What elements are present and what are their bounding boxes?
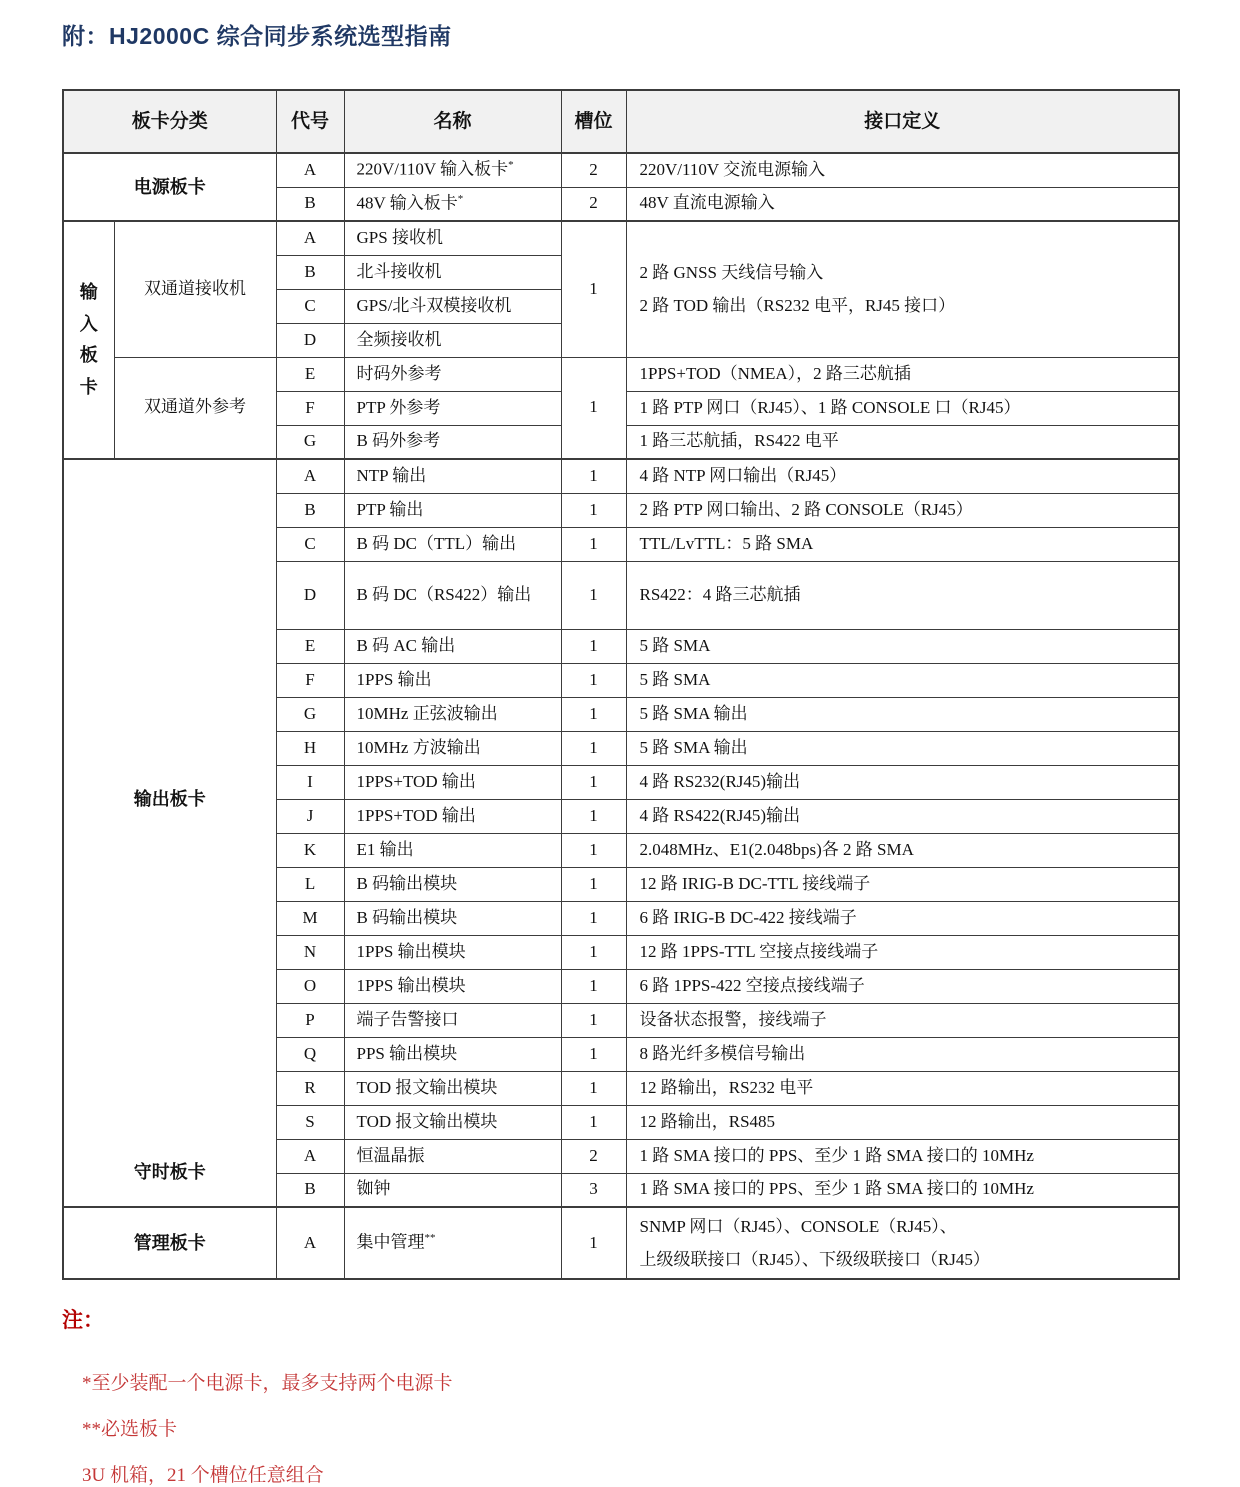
code-cell: M bbox=[276, 901, 344, 935]
slot-cell: 1 bbox=[561, 527, 626, 561]
interface-cell: 5 路 SMA 输出 bbox=[626, 731, 1179, 765]
code-cell: E bbox=[276, 629, 344, 663]
code-cell: R bbox=[276, 1071, 344, 1105]
slot-cell: 1 bbox=[561, 561, 626, 629]
interface-cell: TTL/LvTTL：5 路 SMA bbox=[626, 527, 1179, 561]
slot-cell: 1 bbox=[561, 1207, 626, 1279]
slot-cell: 1 bbox=[561, 357, 626, 459]
slot-cell: 1 bbox=[561, 731, 626, 765]
interface-cell bbox=[626, 1207, 1179, 1279]
slot-cell: 1 bbox=[561, 221, 626, 357]
notes-label: 注： bbox=[62, 1309, 104, 1333]
code-cell: O bbox=[276, 969, 344, 1003]
slot-cell: 1 bbox=[561, 1037, 626, 1071]
name-cell: TOD 报文输出模块 bbox=[344, 1071, 561, 1105]
note-line: *至少装配一个电源卡，最多支持两个电源卡 bbox=[82, 1373, 453, 1395]
name-cell: 1PPS 输出 bbox=[344, 663, 561, 697]
slot-cell: 1 bbox=[561, 969, 626, 1003]
slot-cell: 1 bbox=[561, 799, 626, 833]
slot-cell: 1 bbox=[561, 765, 626, 799]
code-cell: K bbox=[276, 833, 344, 867]
slot-cell: 1 bbox=[561, 1105, 626, 1139]
slot-cell: 1 bbox=[561, 459, 626, 493]
interface-cell: 8 路光纤多模信号输出 bbox=[626, 1037, 1179, 1071]
page-title: 附：HJ2000C 综合同步系统选型指南 bbox=[62, 23, 452, 49]
name-cell: GPS 接收机 bbox=[344, 221, 561, 255]
name-cell: TOD 报文输出模块 bbox=[344, 1105, 561, 1139]
interface-cell: 1 路 SMA 接口的 PPS、至少 1 路 SMA 接口的 10MHz bbox=[626, 1139, 1179, 1173]
selection-guide-table bbox=[62, 89, 1180, 1280]
name-cell: 1PPS 输出模块 bbox=[344, 935, 561, 969]
category-label-output: 输出板卡 bbox=[133, 788, 206, 809]
slot-cell: 2 bbox=[561, 153, 626, 187]
name-cell: 48V 输入板卡* bbox=[344, 187, 561, 221]
interface-cell: 5 路 SMA bbox=[626, 629, 1179, 663]
name-cell: 端子告警接口 bbox=[344, 1003, 561, 1037]
code-cell: G bbox=[276, 697, 344, 731]
interface-cell: 6 路 1PPS-422 空接点接线端子 bbox=[626, 969, 1179, 1003]
slot-cell: 1 bbox=[561, 1003, 626, 1037]
interface-cell: 4 路 RS232(RJ45)输出 bbox=[626, 765, 1179, 799]
name-cell: 全频接收机 bbox=[344, 323, 561, 357]
name-cell: PPS 输出模块 bbox=[344, 1037, 561, 1071]
slot-cell: 1 bbox=[561, 663, 626, 697]
category-label-timekeeping: 守时板卡 bbox=[133, 1161, 206, 1182]
table-row bbox=[63, 1207, 1179, 1279]
code-cell: F bbox=[276, 391, 344, 425]
code-cell: I bbox=[276, 765, 344, 799]
code-cell: Q bbox=[276, 1037, 344, 1071]
code-cell: E bbox=[276, 357, 344, 391]
name-cell: B 码输出模块 bbox=[344, 867, 561, 901]
name-cell: B 码输出模块 bbox=[344, 901, 561, 935]
category-label-input: 输入板卡 bbox=[79, 282, 98, 397]
interface-cell: 12 路输出，RS232 电平 bbox=[626, 1071, 1179, 1105]
col-header-slot: 槽位 bbox=[561, 90, 626, 153]
interface-cell: 1 路 PTP 网口（RJ45）、1 路 CONSOLE 口（RJ45） bbox=[626, 391, 1179, 425]
name-cell: 1PPS+TOD 输出 bbox=[344, 799, 561, 833]
code-cell: B bbox=[276, 187, 344, 221]
name-cell: NTP 输出 bbox=[344, 459, 561, 493]
slot-cell: 1 bbox=[561, 901, 626, 935]
slot-cell: 3 bbox=[561, 1173, 626, 1207]
name-cell: 时码外参考 bbox=[344, 357, 561, 391]
code-cell: A bbox=[276, 1139, 344, 1173]
footnote-marker: * bbox=[508, 159, 514, 172]
code-cell: C bbox=[276, 289, 344, 323]
code-cell: G bbox=[276, 425, 344, 459]
interface-cell: 220V/110V 交流电源输入 bbox=[626, 153, 1179, 187]
interface-cell: 4 路 RS422(RJ45)输出 bbox=[626, 799, 1179, 833]
interface-cell bbox=[626, 221, 1179, 357]
slot-cell: 2 bbox=[561, 1139, 626, 1173]
name-cell: B 码外参考 bbox=[344, 425, 561, 459]
code-cell: B bbox=[276, 1173, 344, 1207]
table-row bbox=[63, 459, 1179, 493]
col-header-name: 名称 bbox=[344, 90, 561, 153]
category-cell-management: 管理板卡 bbox=[63, 1207, 276, 1279]
category-cell-output-timekeeping bbox=[63, 459, 276, 1207]
name-cell: B 码 DC（RS422）输出 bbox=[344, 561, 561, 629]
slot-cell: 1 bbox=[561, 867, 626, 901]
table-header bbox=[63, 90, 1179, 153]
interface-cell: RS422：4 路三芯航插 bbox=[626, 561, 1179, 629]
interface-cell: 设备状态报警，接线端子 bbox=[626, 1003, 1179, 1037]
category-cell-power: 电源板卡 bbox=[63, 153, 276, 221]
table-row bbox=[63, 153, 1179, 187]
code-cell: B bbox=[276, 493, 344, 527]
code-cell: N bbox=[276, 935, 344, 969]
code-cell: D bbox=[276, 323, 344, 357]
name-cell: 10MHz 正弦波输出 bbox=[344, 697, 561, 731]
slot-cell: 1 bbox=[561, 935, 626, 969]
name-cell: PTP 外参考 bbox=[344, 391, 561, 425]
name-cell: PTP 输出 bbox=[344, 493, 561, 527]
name-cell: 10MHz 方波输出 bbox=[344, 731, 561, 765]
name-cell: 220V/110V 输入板卡* bbox=[344, 153, 561, 187]
interface-cell: 1 路三芯航插，RS422 电平 bbox=[626, 425, 1179, 459]
table-row bbox=[63, 357, 1179, 391]
slot-cell: 1 bbox=[561, 493, 626, 527]
footnote-marker: * bbox=[457, 192, 464, 205]
slot-cell: 2 bbox=[561, 187, 626, 221]
interface-cell: 48V 直流电源输入 bbox=[626, 187, 1179, 221]
name-cell: 集中管理** bbox=[344, 1207, 561, 1279]
interface-cell: 4 路 NTP 网口输出（RJ45） bbox=[626, 459, 1179, 493]
name-cell: 北斗接收机 bbox=[344, 255, 561, 289]
table-row bbox=[63, 221, 1179, 255]
code-cell: L bbox=[276, 867, 344, 901]
interface-cell: 12 路 1PPS-TTL 空接点接线端子 bbox=[626, 935, 1179, 969]
note-line: 3U 机箱，21 个槽位任意组合 bbox=[82, 1465, 324, 1487]
interface-cell: 6 路 IRIG-B DC-422 接线端子 bbox=[626, 901, 1179, 935]
code-cell: H bbox=[276, 731, 344, 765]
notes-section bbox=[62, 1304, 1178, 1487]
code-cell: P bbox=[276, 1003, 344, 1037]
slot-cell: 1 bbox=[561, 1071, 626, 1105]
interface-cell: 5 路 SMA bbox=[626, 663, 1179, 697]
code-cell: C bbox=[276, 527, 344, 561]
name-cell: E1 输出 bbox=[344, 833, 561, 867]
name-cell: GPS/北斗双模接收机 bbox=[344, 289, 561, 323]
interface-line: 2 路 TOD 输出（RS232 电平，RJ45 接口） bbox=[639, 296, 956, 316]
code-cell: S bbox=[276, 1105, 344, 1139]
code-cell: J bbox=[276, 799, 344, 833]
slot-cell: 1 bbox=[561, 833, 626, 867]
subcategory-cell-reference: 双通道外参考 bbox=[114, 357, 276, 459]
interface-cell: 12 路输出，RS485 bbox=[626, 1105, 1179, 1139]
footnote-marker: ** bbox=[424, 1232, 436, 1245]
name-cell: B 码 AC 输出 bbox=[344, 629, 561, 663]
interface-cell: 2.048MHz、E1(2.048bps)各 2 路 SMA bbox=[626, 833, 1179, 867]
name-cell: 1PPS+TOD 输出 bbox=[344, 765, 561, 799]
category-cell-input bbox=[63, 221, 114, 459]
interface-cell: 1PPS+TOD（NMEA），2 路三芯航插 bbox=[626, 357, 1179, 391]
code-cell: A bbox=[276, 459, 344, 493]
interface-cell: 5 路 SMA 输出 bbox=[626, 697, 1179, 731]
code-cell: A bbox=[276, 221, 344, 255]
interface-line: SNMP 网口（RJ45）、CONSOLE（RJ45）、 bbox=[639, 1217, 957, 1236]
name-cell: B 码 DC（TTL）输出 bbox=[344, 527, 561, 561]
interface-line: 2 路 GNSS 天线信号输入 bbox=[639, 263, 824, 283]
interface-cell: 2 路 PTP 网口输出、2 路 CONSOLE（RJ45） bbox=[626, 493, 1179, 527]
name-cell: 恒温晶振 bbox=[344, 1139, 561, 1173]
interface-cell: 12 路 IRIG-B DC-TTL 接线端子 bbox=[626, 867, 1179, 901]
subcategory-cell-receiver: 双通道接收机 bbox=[114, 221, 276, 357]
name-cell: 铷钟 bbox=[344, 1173, 561, 1207]
col-header-code: 代号 bbox=[276, 90, 344, 153]
slot-cell: 1 bbox=[561, 697, 626, 731]
interface-line: 上级级联接口（RJ45）、下级级联接口（RJ45） bbox=[639, 1250, 990, 1270]
col-header-category: 板卡分类 bbox=[63, 90, 276, 153]
header-row bbox=[63, 90, 1179, 153]
name-cell: 1PPS 输出模块 bbox=[344, 969, 561, 1003]
code-cell: A bbox=[276, 1207, 344, 1279]
note-line: **必选板卡 bbox=[82, 1419, 178, 1441]
code-cell: A bbox=[276, 153, 344, 187]
slot-cell: 1 bbox=[561, 629, 626, 663]
code-cell: F bbox=[276, 663, 344, 697]
code-cell: D bbox=[276, 561, 344, 629]
col-header-interface: 接口定义 bbox=[626, 90, 1179, 153]
interface-cell: 1 路 SMA 接口的 PPS、至少 1 路 SMA 接口的 10MHz bbox=[626, 1173, 1179, 1207]
code-cell: B bbox=[276, 255, 344, 289]
